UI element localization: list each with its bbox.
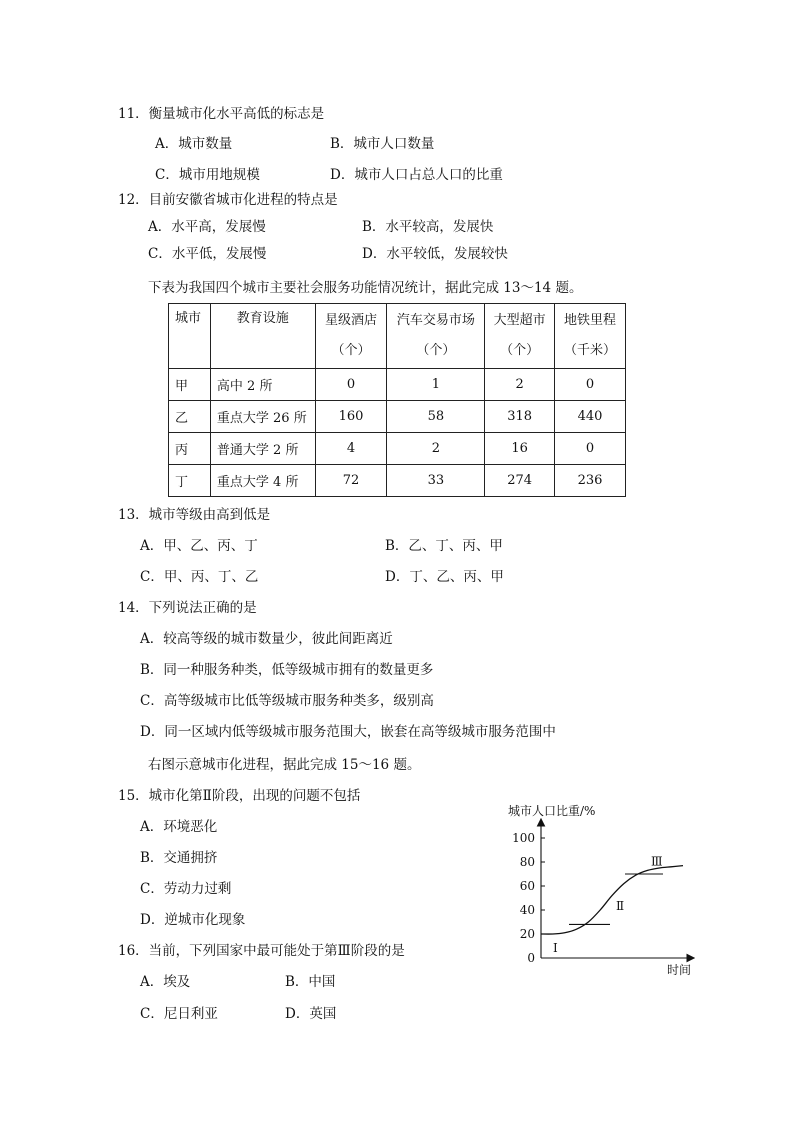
header-metro-label: 地铁里程 bbox=[564, 313, 617, 328]
chart-curve bbox=[541, 866, 683, 934]
table-cell-education: 普通大学 2 所 bbox=[210, 433, 315, 465]
header-metro-unit: （千米） bbox=[564, 343, 617, 358]
q15-option-b[interactable]: B．交通拥挤 bbox=[140, 850, 218, 866]
table-cell-city: 丁 bbox=[169, 465, 211, 497]
q11-option-a[interactable]: A．城市数量 bbox=[155, 136, 233, 152]
q12-option-b[interactable]: B．水平较高，发展快 bbox=[362, 219, 494, 235]
chart-y-tick-label: 80 bbox=[519, 855, 535, 869]
table-row bbox=[169, 433, 626, 465]
header-city bbox=[169, 304, 211, 369]
q12-option-a[interactable]: A．水平高，发展慢 bbox=[148, 219, 266, 235]
q11-option-b[interactable]: B．城市人口数量 bbox=[330, 136, 435, 152]
q15-option-a[interactable]: A．环境恶化 bbox=[140, 819, 218, 835]
q11-stem: 11．衡量城市化水平高低的标志是 bbox=[118, 106, 325, 122]
table-cell-car-market: 1 bbox=[387, 369, 485, 401]
q15-option-d[interactable]: D．逆城市化现象 bbox=[140, 912, 246, 928]
q14-option-d[interactable]: D．同一区域内低等级城市服务范围大，嵌套在高等级城市服务范围中 bbox=[140, 724, 556, 740]
header-supermarkets-unit: （个） bbox=[500, 343, 540, 358]
chart-xlabel: 时间 bbox=[667, 963, 692, 977]
q14-option-c[interactable]: C．高等级城市比低等级城市服务种类多，级别高 bbox=[140, 693, 434, 709]
chart-y-tick-label: 60 bbox=[519, 879, 535, 893]
q16-option-c[interactable]: C．尼日利亚 bbox=[140, 1006, 218, 1022]
table-cell-supermarkets: 318 bbox=[485, 401, 555, 433]
header-hotels bbox=[315, 304, 387, 369]
q15-option-c[interactable]: C．劳动力过剩 bbox=[140, 881, 232, 897]
chart-stage-3-label: Ⅲ bbox=[651, 854, 663, 869]
table-row bbox=[169, 465, 626, 497]
header-education-label: 教育设施 bbox=[236, 311, 289, 326]
header-car-market-unit: （个） bbox=[416, 343, 456, 358]
table-cell-car-market: 2 bbox=[387, 433, 485, 465]
q12-option-d[interactable]: D．水平较低，发展较快 bbox=[362, 246, 508, 262]
chart-y-tick-label: 20 bbox=[519, 927, 535, 941]
table-cell-supermarkets: 2 bbox=[485, 369, 555, 401]
q14-option-a[interactable]: A．较高等级的城市数量少，彼此间距离近 bbox=[140, 631, 393, 647]
table-cell-education: 重点大学 26 所 bbox=[210, 401, 315, 433]
q12-stem: 12．目前安徽省城市化进程的特点是 bbox=[118, 192, 338, 208]
table-cell-education: 重点大学 4 所 bbox=[210, 465, 315, 497]
header-education bbox=[210, 304, 315, 369]
table-cell-education: 高中 2 所 bbox=[210, 369, 315, 401]
q15-stem: 15．城市化第Ⅱ阶段，出现的问题不包括 bbox=[118, 788, 361, 804]
q16-option-d[interactable]: D．英国 bbox=[285, 1006, 337, 1022]
table-cell-city: 乙 bbox=[169, 401, 211, 433]
chart-y-tick-label: 40 bbox=[519, 903, 535, 917]
header-city-label: 城市 bbox=[175, 311, 202, 326]
city-services-table bbox=[168, 303, 626, 497]
q16-option-a[interactable]: A．埃及 bbox=[140, 974, 191, 990]
header-hotels-unit: （个） bbox=[331, 343, 371, 358]
q13-option-a[interactable]: A．甲、乙、丙、丁 bbox=[140, 538, 258, 554]
chart-y-tick-label: 100 bbox=[512, 831, 535, 845]
header-supermarkets bbox=[485, 304, 555, 369]
q11-option-d[interactable]: D．城市人口占总人口的比重 bbox=[330, 167, 503, 183]
q14-stem: 14．下列说法正确的是 bbox=[118, 600, 257, 616]
intro-13-14: 下表为我国四个城市主要社会服务功能情况统计，据此完成 13～14 题。 bbox=[148, 280, 583, 296]
table-cell-hotels: 0 bbox=[315, 369, 387, 401]
chart-ylabel: 城市人口比重/% bbox=[508, 804, 596, 818]
table-cell-city: 丙 bbox=[169, 433, 211, 465]
table-cell-supermarkets: 274 bbox=[485, 465, 555, 497]
header-metro bbox=[555, 304, 626, 369]
q16-option-b[interactable]: B．中国 bbox=[285, 974, 336, 990]
table-cell-metro: 0 bbox=[555, 433, 626, 465]
q13-option-c[interactable]: C．甲、丙、丁、乙 bbox=[140, 569, 259, 585]
intro-15-16: 右图示意城市化进程，据此完成 15～16 题。 bbox=[148, 757, 421, 773]
chart-y-tick-label: 0 bbox=[527, 951, 535, 965]
table-header-row bbox=[169, 304, 626, 369]
q14-option-b[interactable]: B．同一种服务种类，低等级城市拥有的数量更多 bbox=[140, 662, 434, 678]
table-cell-metro: 440 bbox=[555, 401, 626, 433]
q11-option-c[interactable]: C．城市用地规模 bbox=[155, 167, 260, 183]
table-cell-hotels: 160 bbox=[315, 401, 387, 433]
header-car-market-label: 汽车交易市场 bbox=[396, 313, 475, 328]
table-cell-metro: 236 bbox=[555, 465, 626, 497]
table-cell-hotels: 4 bbox=[315, 433, 387, 465]
table-cell-hotels: 72 bbox=[315, 465, 387, 497]
table-cell-car-market: 58 bbox=[387, 401, 485, 433]
table-cell-city: 甲 bbox=[169, 369, 211, 401]
header-hotels-label: 星级酒店 bbox=[325, 313, 378, 328]
urbanization-chart bbox=[505, 800, 705, 980]
q16-stem: 16．当前，下列国家中最可能处于第Ⅲ阶段的是 bbox=[118, 943, 405, 959]
header-car-market bbox=[387, 304, 485, 369]
table-row bbox=[169, 401, 626, 433]
table-cell-supermarkets: 16 bbox=[485, 433, 555, 465]
q13-option-d[interactable]: D．丁、乙、丙、甲 bbox=[385, 569, 504, 585]
header-supermarkets-label: 大型超市 bbox=[493, 313, 546, 328]
table-cell-car-market: 33 bbox=[387, 465, 485, 497]
q12-option-c[interactable]: C．水平低，发展慢 bbox=[148, 246, 267, 262]
table-cell-metro: 0 bbox=[555, 369, 626, 401]
q13-option-b[interactable]: B．乙、丁、丙、甲 bbox=[385, 538, 503, 554]
chart-stage-1-label: Ⅰ bbox=[553, 941, 558, 955]
chart-stage-2-label: Ⅱ bbox=[616, 899, 625, 913]
q13-stem: 13．城市等级由高到低是 bbox=[118, 507, 271, 523]
table-row bbox=[169, 369, 626, 401]
